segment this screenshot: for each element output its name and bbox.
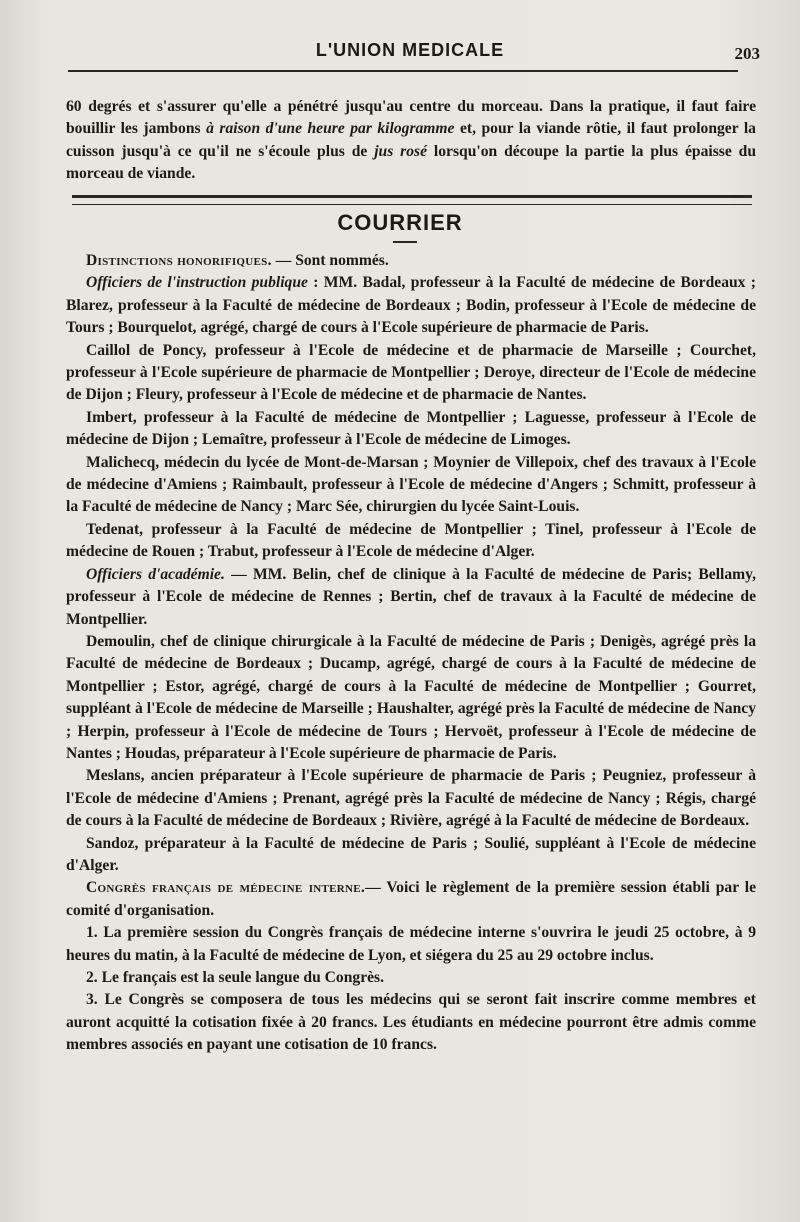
paragraph (66, 564, 756, 631)
numbered-article: 3. Le Congrès se composera de tous les médecins qui se seront fait inscrire comme membres et auront acquitté la cotisation fixée à 20 francs. Les étudiants en médecine pourront être admis comme membres associés en payant une cotisation de 10 francs. (66, 991, 756, 1054)
text-run: — MM. Belin, chef de clinique à la Faculté de médecine de Paris; Bellamy, professeur à l'Ecole de médecine de Rennes ; Bertin, chef de travaux à la Faculté de médecine de Montpellier. (66, 565, 756, 628)
text-run: et, pour la viande rôtie, il faut prolonger la cuisson jusqu'à ce qu'il ne s'écoule plus de (66, 120, 756, 160)
paragraph: Meslans, ancien préparateur à l'Ecole supérieure de pharmacie de Paris ; Peugniez, professeur à l'Ecole de médecine d'Amiens ; Prenant, agrégé près la Faculté de médecine de Nancy ; Régis, chargé de cours à la Faculté de médecine de Bordeaux ; Rivière, agrégé à la Faculté de médecine de Bordeaux. (66, 767, 756, 830)
paragraph: Tedenat, professeur à la Faculté de médecine de Montpellier ; Tinel, professeur à l'Ecole de médecine de Rouen ; Trabut, professeur à l'Ecole de médecine d'Alger. (66, 520, 756, 561)
paragraph: Sandoz, préparateur à la Faculté de médecine de Paris ; Soulié, suppléant à l'Ecole de médecine d'Alger. (66, 834, 756, 874)
text-run: — Sont nommés. (271, 252, 389, 269)
numbered-article: 1. La première session du Congrès français de médecine interne s'ouvrira le jeudi 25 octobre, à 9 heures du matin, à la Faculté de médecine de Lyon, et siégera du 25 au 29 octobre inclus. (66, 924, 756, 964)
text-run: lorsqu'on découpe la partie la plus épaisse du morceau de viande. (66, 142, 757, 183)
paragraph: Demoulin, chef de clinique chirurgicale à la Faculté de médecine de Paris ; Denigès, agrégé près la Faculté de médecine de Bordeaux ; Ducamp, agrégé, chargé de cours à la Faculté de médecine de Montpellier ; Estor, agrégé, chargé de cours à la Faculté de médecine de Montpellier ; Gourret, suppléant à l'Ecole de médecine de Marseille ; Haushalter, agrégé près la Faculté de médecine de Nancy ; Herpin, professeur à l'Ecole de médecine de Tours ; Hervoët, professeur à l'Ecole de médecine de Nantes ; Houdas, préparateur à l'Ecole supérieure de pharmacie de Paris. (66, 632, 756, 762)
paragraph (66, 250, 756, 272)
paragraph: Caillol de Poncy, professeur à l'Ecole de médecine et de pharmacie de Marseille ; Courchet, professeur à l'Ecole supérieure de pharmacie de Montpellier ; Deroye, directeur de l'Ecole de médecine de Dijon ; Fleury, professeur à l'Ecole de médecine et de pharmacie de Nantes. (66, 341, 756, 404)
section-title: COURRIER (337, 210, 463, 235)
continued-paragraph (66, 96, 756, 186)
paragraph (66, 96, 756, 186)
small-caps-heading: Congrès français de médecine interne. (86, 879, 366, 897)
header-rule (68, 70, 738, 72)
italic-heading: Officiers de l'instruction publique (86, 274, 308, 292)
page-number: 203 (734, 44, 760, 63)
courrier-body (66, 250, 756, 1057)
numbered-article: 2. Le français est la seule langue du Congrès. (86, 969, 385, 986)
paragraph (66, 272, 756, 339)
title-underline (393, 241, 417, 243)
paragraph: Malichecq, médecin du lycée de Mont-de-Marsan ; Moynier de Villepoix, chef des travaux à l'Ecole de médecine d'Amiens ; Raimbault, professeur à l'Ecole de médecine d'Angers ; Schmitt, professeur à la Faculté de médecine de Nancy ; Marc Sée, chirurgien du lycée Saint-Louis. (66, 453, 756, 516)
paragraph: Imbert, professeur à la Faculté de médecine de Montpellier ; Laguesse, professeur à l'Ecole de médecine de Dijon ; Lemaître, professeur à l'Ecole de médecine de Limoges. (66, 408, 756, 449)
small-caps-heading: Distinctions honorifiques. (86, 252, 272, 269)
journal-title: L'UNION MEDICALE (315, 40, 505, 60)
italic-text: à raison d'une heure par kilogramme (206, 120, 455, 138)
text-run: : MM. Badal, professeur à la Faculté de médecine de Bordeaux ; Blarez, professeur à la Faculté de médecine de Bordeaux ; Bodin, professeur à l'Ecole de médecine de Tours ; Bourquelot, agrégé, chargé de cours à l'Ecole supérieure de pharmacie de Paris. (66, 274, 756, 337)
text-run: — Voici le règlement de la première session établi par le comité d'organisation. (66, 879, 757, 919)
paragraph (66, 877, 756, 922)
section-divider (72, 195, 752, 205)
italic-heading: Officiers d'académie. (86, 565, 225, 583)
italic-text: jus rosé (374, 142, 428, 160)
text-run: 60 degrés et s'assurer qu'elle a pénétré jusqu'au centre du morceau. Dans la pratique, il faut faire bouillir les jambons (66, 98, 756, 138)
page-header (60, 40, 760, 70)
